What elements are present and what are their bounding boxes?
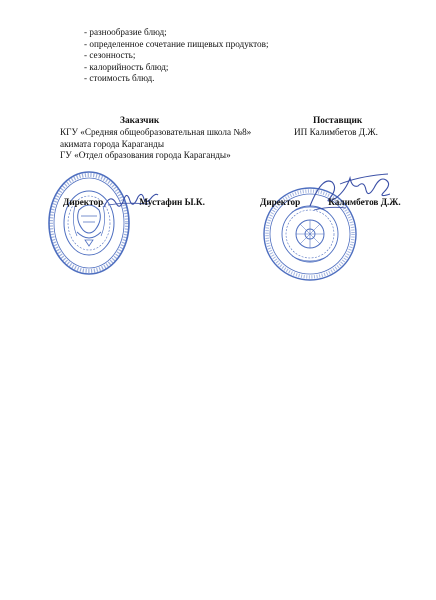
menu-criteria-list (84, 27, 269, 85)
list-item: - стоимость блюд. (84, 73, 155, 84)
list-item: - определенное сочетание пищевых продуктов; (84, 38, 269, 49)
customer-signature-line (63, 197, 205, 207)
supplier-sign-name: Калимбетов Д.Ж. (328, 197, 401, 207)
supplier-line: ИП Калимбетов Д.Ж. (294, 127, 378, 137)
list-item: - разнообразие блюд; (84, 27, 167, 37)
supplier-heading: Поставщик (313, 116, 363, 126)
supplier-sign-title: Директор (260, 197, 301, 207)
supplier-details (294, 127, 378, 139)
customer-sign-name: Мустафин Ы.К. (139, 197, 205, 207)
supplier-signature-icon (300, 168, 395, 218)
customer-line: акимата города Караганды (60, 138, 165, 149)
list-item: - сезонность; (84, 50, 136, 61)
customer-line: КГУ «Средняя общеобразовательная школа №8» (60, 127, 252, 137)
customer-heading: Заказчик (120, 116, 160, 126)
customer-line: ГУ «Отдел образования города Караганды» (60, 150, 231, 161)
customer-sign-title: Директор (63, 197, 104, 207)
list-item: - калорийность блюд; (84, 61, 169, 72)
supplier-signature-line (260, 197, 401, 207)
customer-details (60, 127, 251, 162)
